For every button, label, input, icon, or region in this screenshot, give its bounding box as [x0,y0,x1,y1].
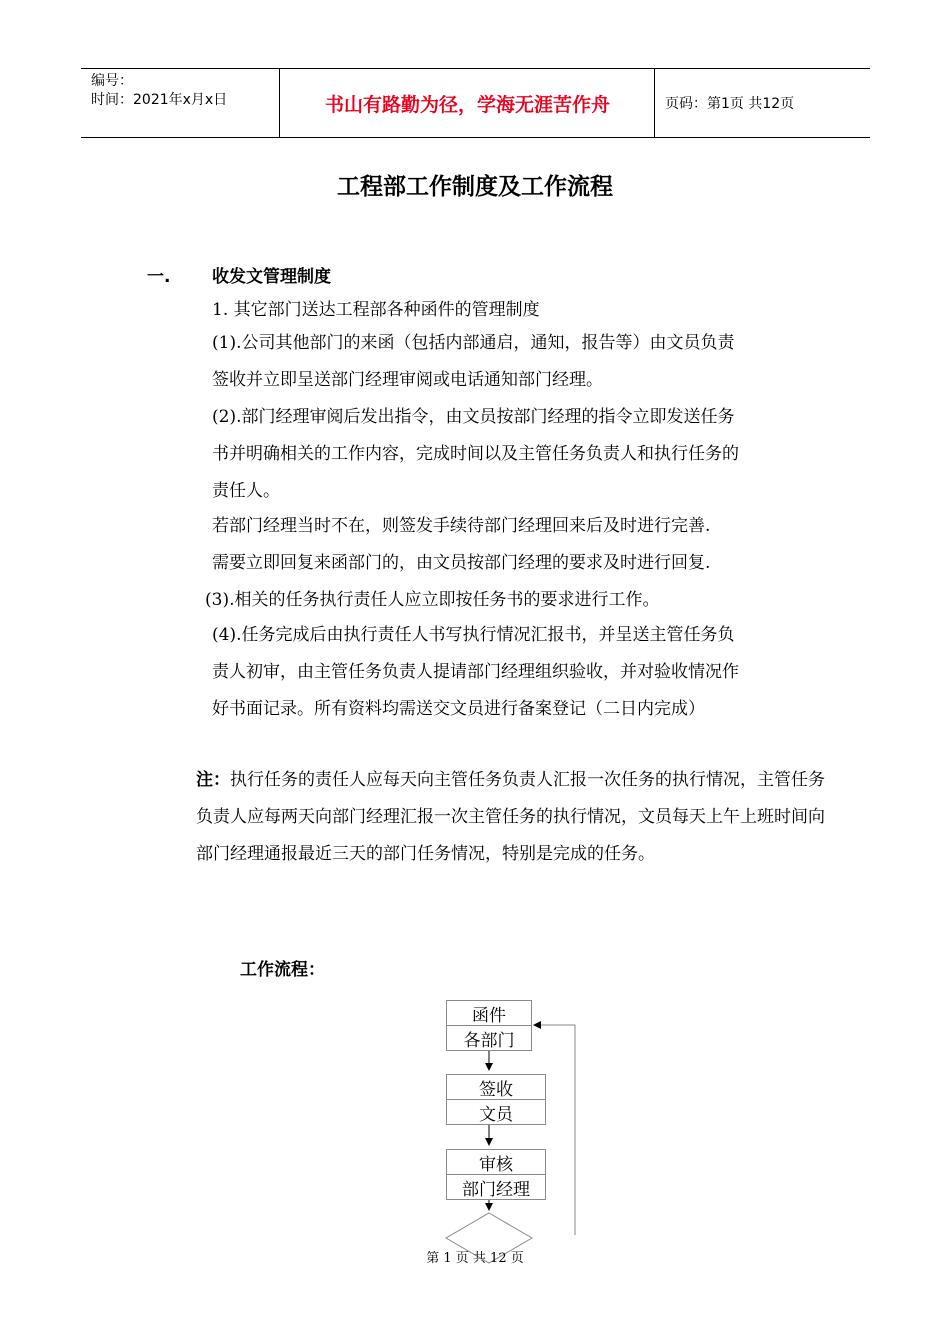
body-line: 责任人。 [212,481,280,501]
date-label: 时间：2021年x月x日 [91,92,228,108]
note-text: 执行任务的责任人应每天向主管任务负责人汇报一次任务的执行情况，主管任务负责人应每两天向部门经理汇报一次主管任务的执行情况，文员每天上午上班时间向部门经理通报最近三天的部门任务情况，特别是完成的任务。 [196,770,825,864]
body-line: 书并明确相关的工作内容，完成时间以及主管任务负责人和执行任务的 [212,444,739,464]
page-footer: 第 1 页 共 12 页 [426,1251,524,1266]
motto: 书山有路勤为径，学海无涯苦作舟 [281,69,655,137]
flow-title: 工作流程： [240,960,325,980]
flow-node-review-bottom: 部门经理 [446,1174,546,1200]
section-number: 一. [147,267,171,287]
body-line: (1).公司其他部门的来函（包括内部通启，通知，报告等）由文员负责 [212,333,735,353]
body-line: 好书面记录。所有资料均需送交文员进行备案登记（二日内完成） [212,699,705,719]
flow-node-letter-top: 函件 [446,1000,532,1026]
section-title: 收发文管理制度 [212,267,331,287]
body-line: (2).部门经理审阅后发出指令，由文员按部门经理的指令立即发送任务 [212,407,735,427]
number-label: 编号： [91,73,133,89]
document-title: 工程部工作制度及工作流程 [337,174,613,200]
flow-node-receipt-bottom: 文员 [446,1099,546,1125]
body-line: (4).任务完成后由执行责任人书写执行情况汇报书，并呈送主管任务负 [212,625,735,645]
page-label: 页码：第1页 共12页 [665,96,795,112]
flow-node-letter-bottom: 各部门 [446,1025,532,1051]
body-line: 1. 其它部门送达工程部各种函件的管理制度 [212,300,540,320]
body-line: 签收并立即呈送部门经理审阅或电话通知部门经理。 [212,370,603,390]
body-line: 责人初审，由主管任务负责人提请部门经理组织验收，并对验收情况作 [212,662,739,682]
body-line: 若部门经理当时不在，则签发手续待部门经理回来后及时进行完善. [212,516,711,536]
note-label: 注： [196,770,230,790]
flow-node-review-top: 审核 [446,1149,546,1175]
body-line: (3).相关的任务执行责任人应立即按任务书的要求进行工作。 [205,590,660,610]
body-line: 需要立即回复来函部门的，由文员按部门经理的要求及时进行回复. [212,553,711,573]
flow-node-receipt-top: 签收 [446,1074,546,1100]
feedback-arrow [534,1025,575,1235]
